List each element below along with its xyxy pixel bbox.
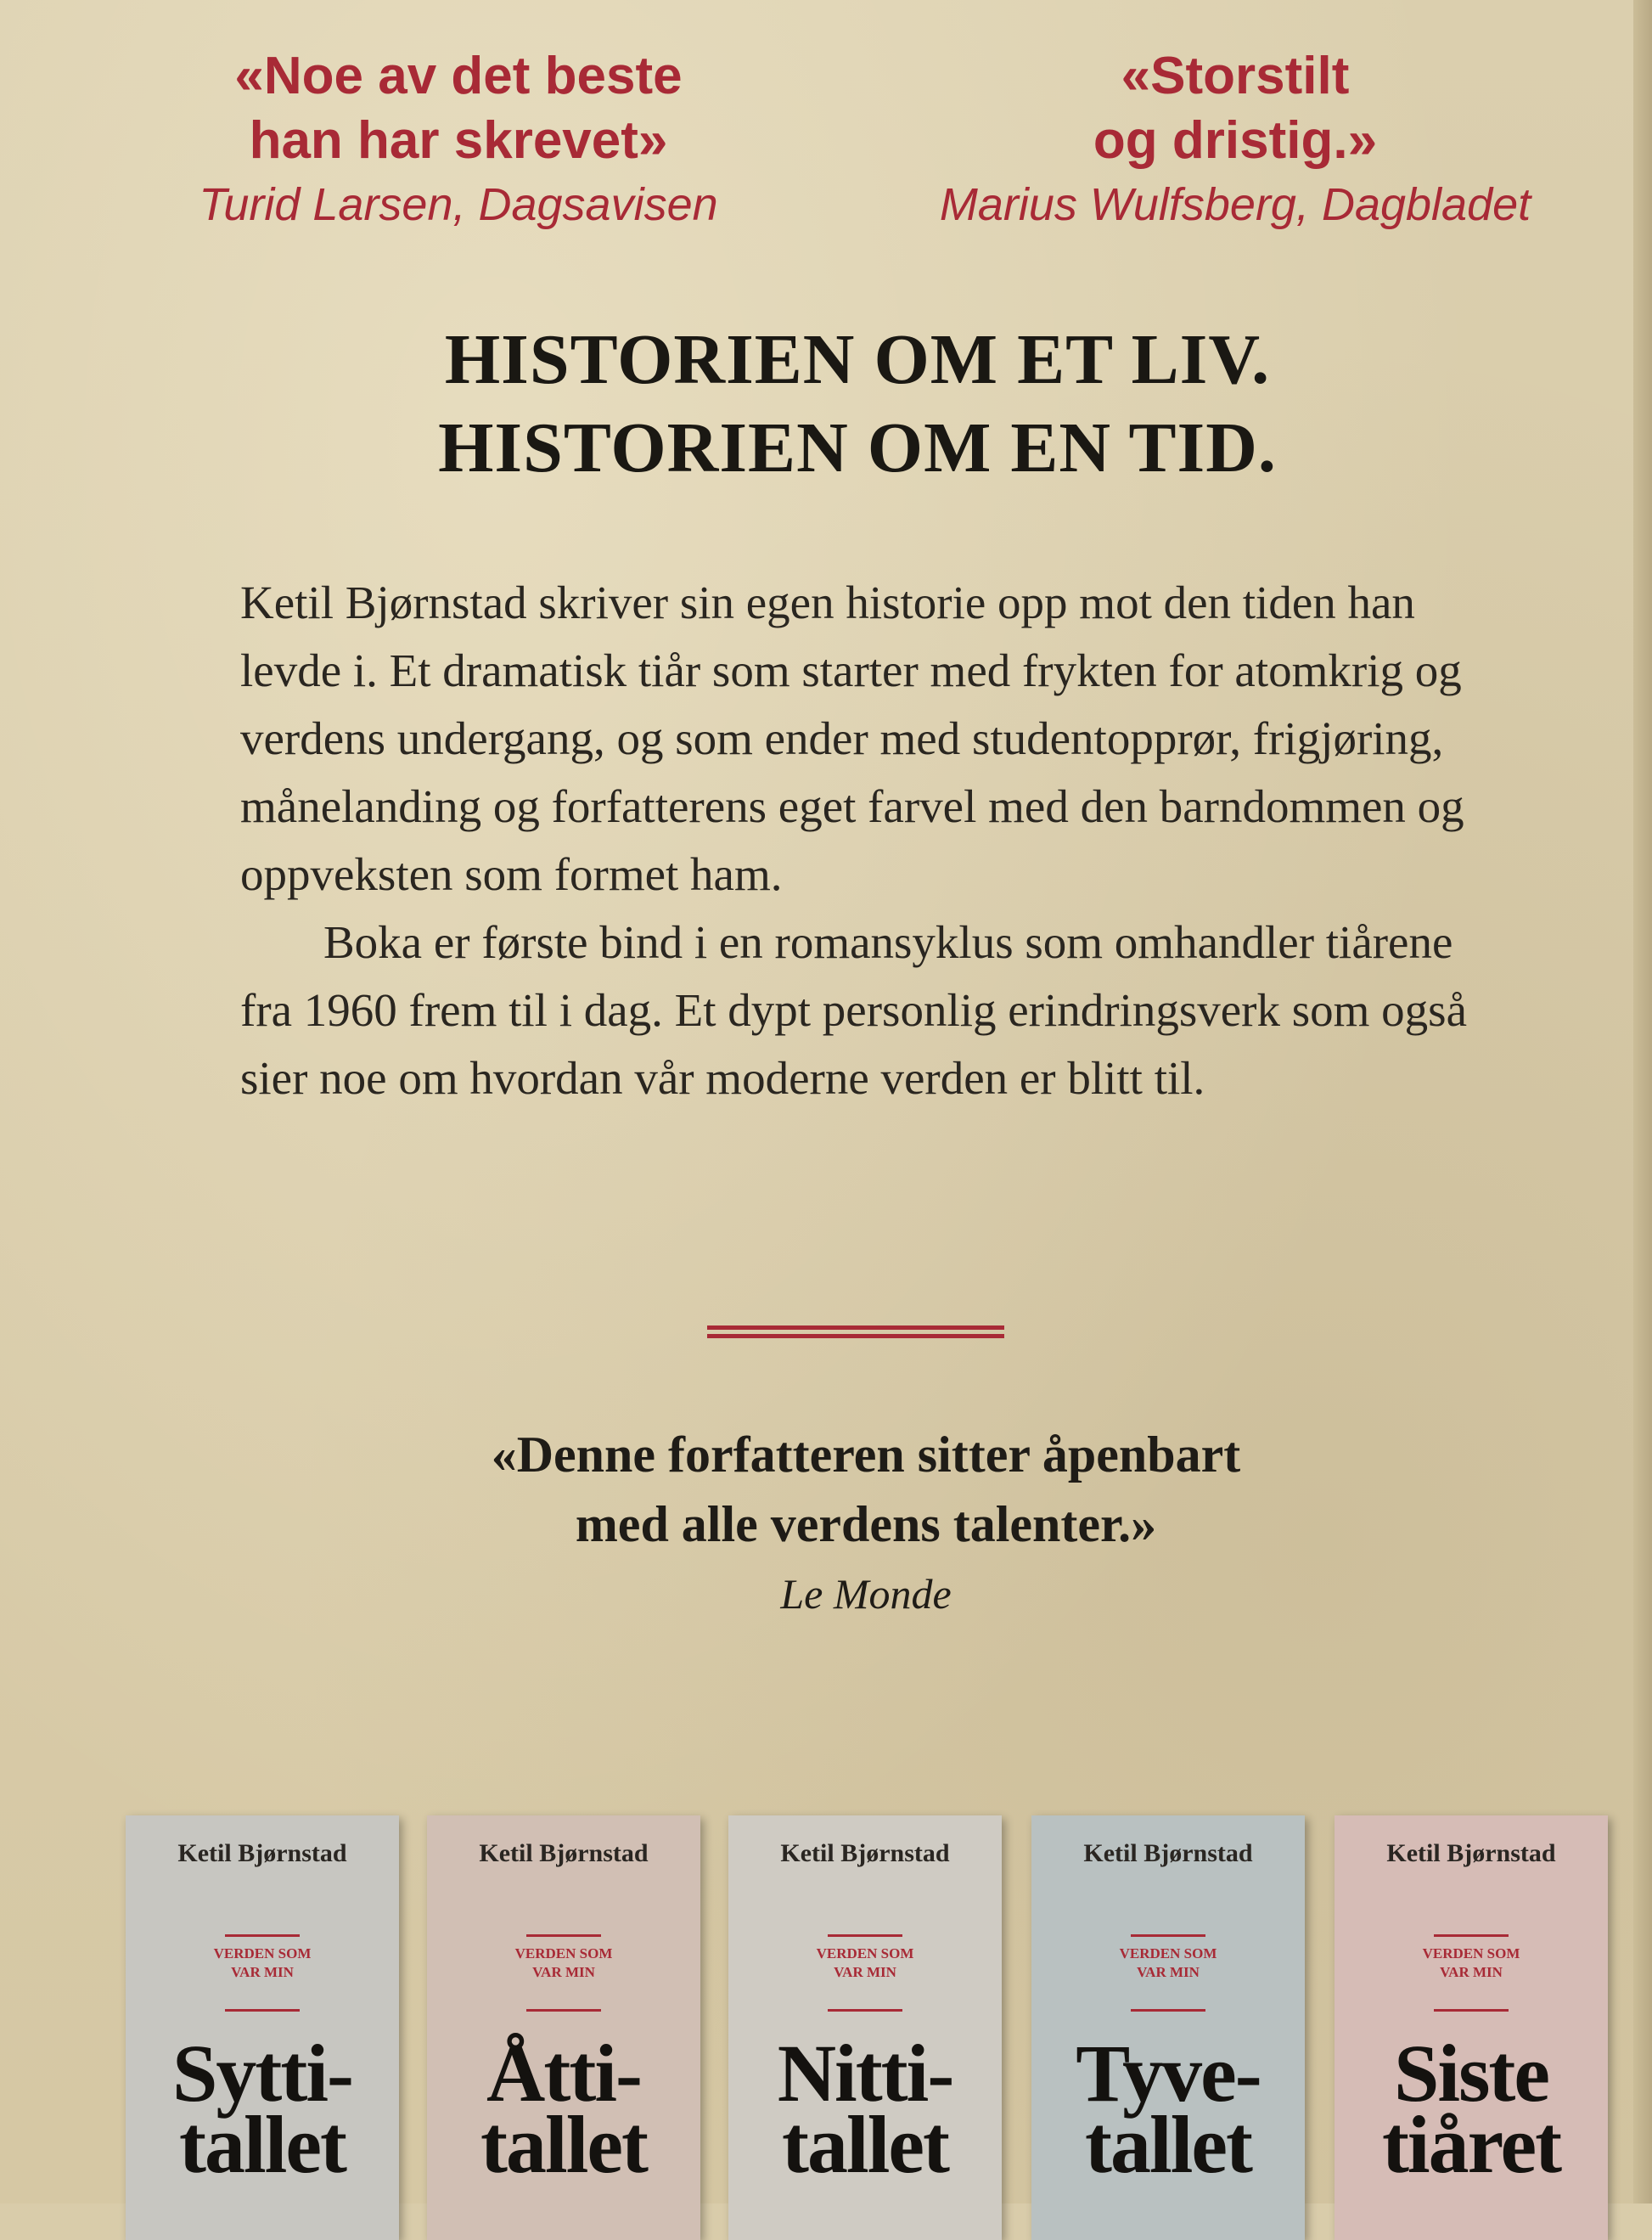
- book-series: [1335, 1945, 1608, 1982]
- book-title: [1343, 2028, 1599, 2190]
- series-rule: [1434, 2009, 1509, 2012]
- series-rule: [225, 2009, 300, 2012]
- review-quote-line: «Denne forfatteren sitter åpenbart: [491, 1427, 1241, 1483]
- book-title-line: tallet: [480, 2099, 647, 2190]
- book-author: Ketil Bjørnstad: [479, 1839, 649, 1867]
- book-series: [427, 1945, 700, 1982]
- book-cover-siste-tiaret: [1335, 1815, 1608, 2240]
- series-rule: [526, 2009, 601, 2012]
- book-series-line: VERDEN SOM: [213, 1945, 312, 1961]
- book-title: [737, 2028, 993, 2190]
- book-series: [126, 1945, 399, 1982]
- series-rule: [1434, 1934, 1509, 1937]
- book-cover-attitallet: [427, 1815, 700, 2240]
- series-rule: [526, 1934, 601, 1937]
- headline: [255, 316, 1460, 492]
- series-rule: [828, 2009, 902, 2012]
- book-series-line: VERDEN SOM: [816, 1945, 914, 1961]
- book-title-line: tiåret: [1381, 2099, 1561, 2190]
- book-series-line: VAR MIN: [231, 1964, 294, 1980]
- series-rule: [1131, 2009, 1205, 2012]
- book-series-line: VAR MIN: [532, 1964, 595, 1980]
- cover-edge: [1633, 0, 1652, 2203]
- blurb-quote-line: «Noe av det beste: [234, 47, 683, 105]
- book-title-line: Nitti-: [777, 2028, 953, 2119]
- synopsis-paragraph: Ketil Bjørnstad skriver sin egen historie opp mot den tiden han levde i. Et dramatisk tiår som starter med frykten for atomkrig og verdens undergang, og som ender med studentopprør, frigjøring, månelanding og forfatterens eget farvel med den barndommen og oppveksten som formet ham.: [240, 577, 1464, 900]
- book-cover-nittitallet: [728, 1815, 1002, 2240]
- book-title-line: tallet: [1085, 2099, 1251, 2190]
- blurb-source: Marius Wulfsberg, Dagbladet: [939, 179, 1531, 230]
- book-title-line: Tyve-: [1076, 2028, 1261, 2119]
- headline-line: HISTORIEN OM ET LIV.: [444, 320, 1271, 399]
- book-series-line: VAR MIN: [834, 1964, 896, 1980]
- series-rule: [828, 1934, 902, 1937]
- book-title: [435, 2028, 692, 2190]
- synopsis: [240, 569, 1505, 1112]
- review-quote: [297, 1420, 1435, 1624]
- blurb-quote-line: og dristig.»: [1093, 111, 1378, 170]
- blurb-quote: [883, 44, 1587, 173]
- blurb-right: [883, 44, 1587, 233]
- book-author: Ketil Bjørnstad: [780, 1839, 950, 1867]
- book-title: [1040, 2028, 1296, 2190]
- series-rule: [225, 1934, 300, 1937]
- review-quote-line: med alle verdens talenter.»: [575, 1496, 1157, 1552]
- review-source: Le Monde: [780, 1570, 952, 1618]
- headline-line: HISTORIEN OM EN TID.: [438, 408, 1277, 487]
- blurb-source: Turid Larsen, Dagsavisen: [199, 179, 718, 230]
- blurb-quote-line: han har skrevet»: [249, 111, 668, 170]
- series-rule: [1131, 1934, 1205, 1937]
- book-author: Ketil Bjørnstad: [1083, 1839, 1253, 1867]
- book-series-line: VERDEN SOM: [1422, 1945, 1520, 1961]
- blurb-left: [170, 44, 747, 233]
- book-title-line: Siste: [1394, 2028, 1548, 2119]
- book-title-line: Sytti-: [172, 2028, 352, 2119]
- book-cover-tyvetallet: [1031, 1815, 1305, 2240]
- book-title-line: Åtti-: [486, 2028, 641, 2119]
- blurb-quote-line: «Storstilt: [1121, 47, 1350, 105]
- synopsis-paragraph: Boka er første bind i en romansyklus som omhandler tiårene fra 1960 frem til i dag. Et dypt personlig erindringsverk som også sier noe om hvordan vår moderne verden er blitt til.: [240, 916, 1467, 1104]
- book-series-line: VAR MIN: [1137, 1964, 1200, 1980]
- book-series-line: VAR MIN: [1440, 1964, 1503, 1980]
- book-title: [134, 2028, 391, 2190]
- book-title-line: tallet: [179, 2099, 346, 2190]
- book-author: Ketil Bjørnstad: [1386, 1839, 1556, 1867]
- book-series: [1031, 1945, 1305, 1982]
- review-quote-text: [297, 1420, 1435, 1559]
- book-series-line: VERDEN SOM: [514, 1945, 613, 1961]
- book-title-line: tallet: [782, 2099, 948, 2190]
- divider-rule: [707, 1325, 1004, 1330]
- book-series-line: VERDEN SOM: [1119, 1945, 1217, 1961]
- blurb-quote: [170, 44, 747, 173]
- book-cover-syttitallet: [126, 1815, 399, 2240]
- book-series: [728, 1945, 1002, 1982]
- book-author: Ketil Bjørnstad: [177, 1839, 347, 1867]
